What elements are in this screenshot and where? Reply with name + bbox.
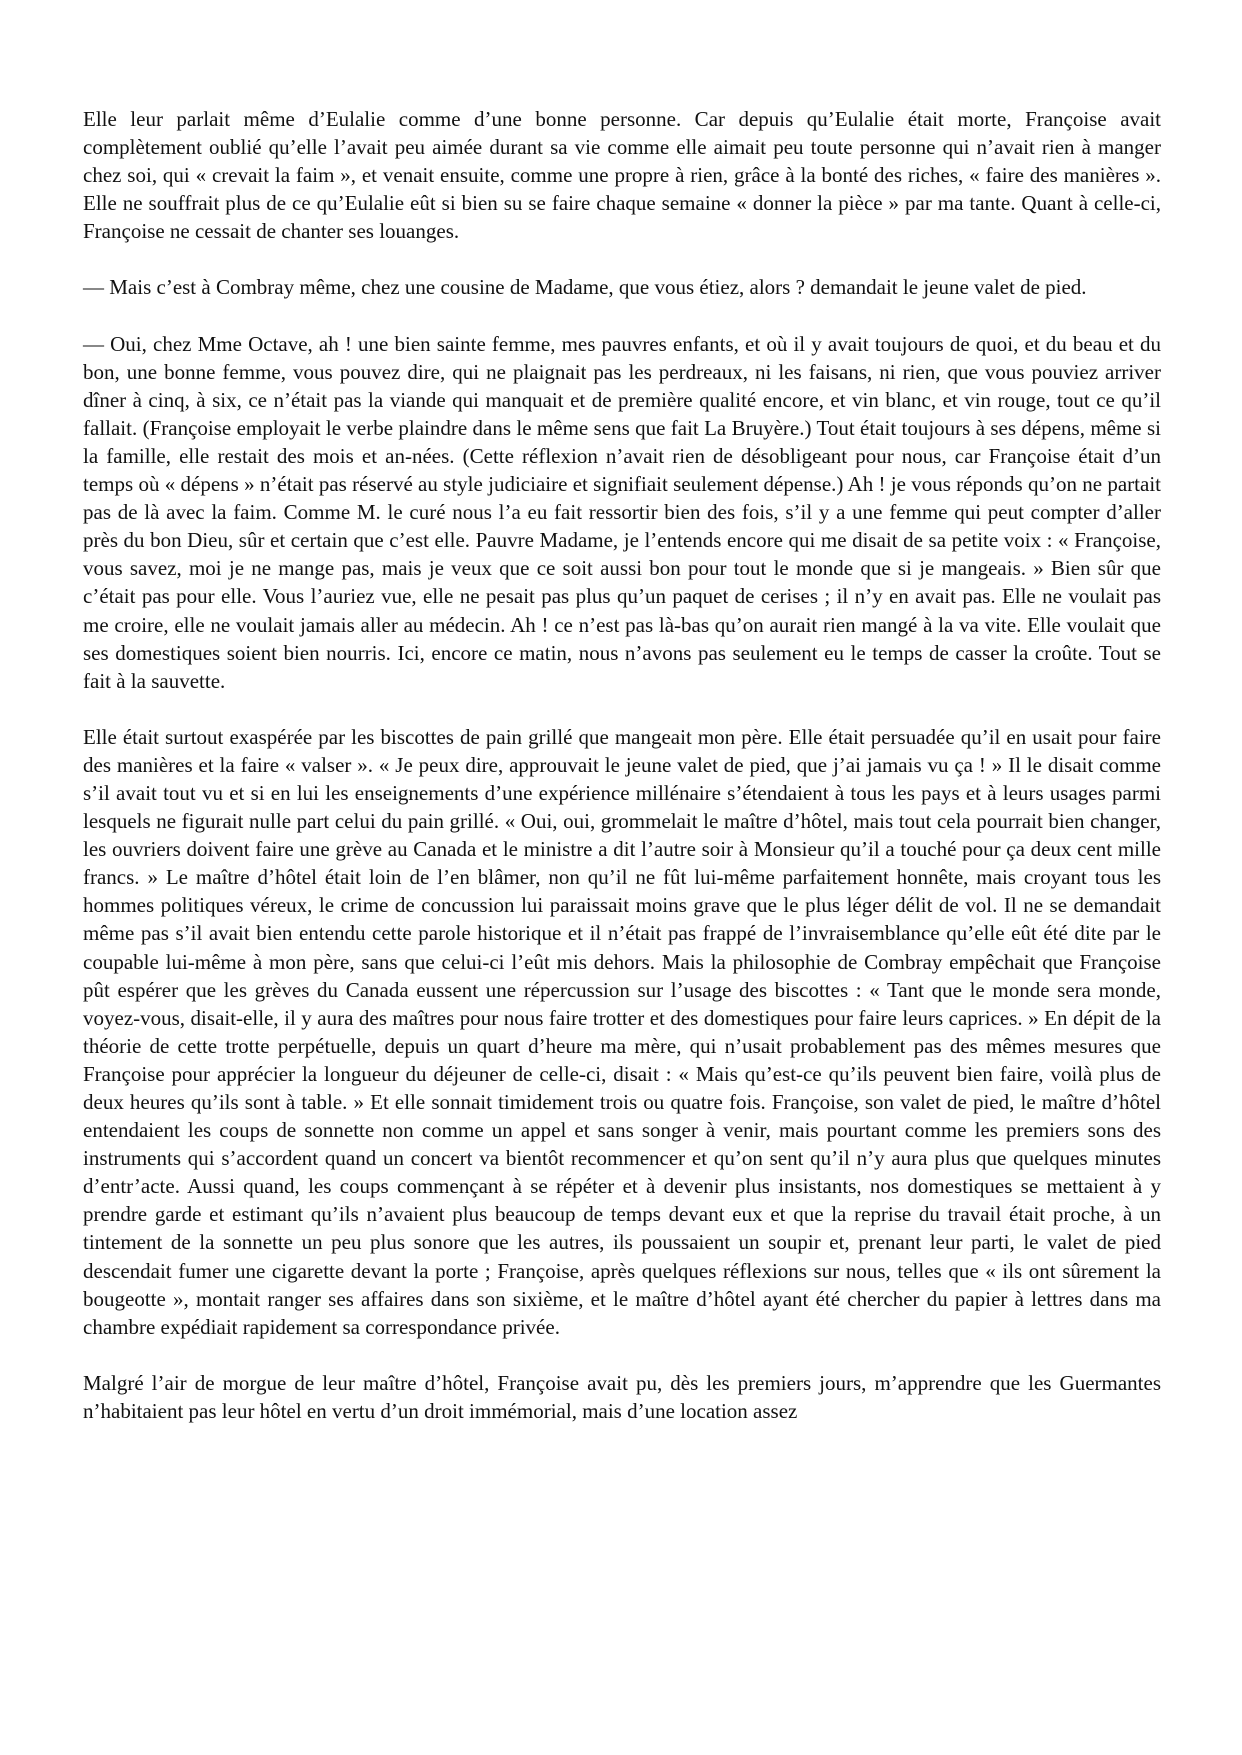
paragraph-valet-question: — Mais c’est à Combray même, chez une cousine de Madame, que vous étiez, alors ? demandait le jeune valet de pied.: [83, 275, 1087, 300]
document-page: [83, 105, 1161, 1425]
paragraph-guermantes: Malgré l’air de morgue de leur maître d’hôtel, Françoise avait pu, dès les premiers jours, m’apprendre que les Guermantes n’habitaient pas leur hôtel en vertu d’un droit immémorial, mais d’une location assez: [83, 1370, 1161, 1423]
paragraph-mme-octave: — Oui, chez Mme Octave, ah ! une bien sainte femme, mes pauvres enfants, et où il y avait toujours de quoi, et du beau et du bon, une bonne femme, vous pouvez dire, qui ne plaignait pas les perdreaux, ni les faisans, ni rien, que vous pouviez arriver dîner à cinq, à six, ce n’était pas la viande qui manquait et de première qualité encore, et vin blanc, et vin rouge, tout ce qu’il fallait. (Françoise employait le verbe plaindre dans le même sens que fait La Bruyère.) Tout était toujours à ses dépens, même si la famille, elle restait des mois et an-nées. (Cette réflexion n’avait rien de désobligeant pour nous, car Françoise était d’un temps où « dépens » n’était pas réservé au style judiciaire et signifiait seulement dépense.) Ah ! je vous réponds qu’on ne partait pas de là avec la faim. Comme M. le curé nous l’a eu fait ressortir bien des fois, s’il y a une femme qui peut compter d’aller près du bon Dieu, sûr et certain que c’est elle. Pauvre Madame, je l’entends encore qui me disait de sa petite voix : « Françoise, vous savez, moi je ne mange pas, mais je veux que ce soit aussi bon pour tout le monde que si je mangeais. » Bien sûr que c’était pas pour elle. Vous l’auriez vue, elle ne pesait pas plus qu’un paquet de cerises ; il n’y en avait pas. Elle ne voulait pas me croire, elle ne voulait jamais aller au médecin. Ah ! ce n’est pas là-bas qu’on aurait rien mangé à la va vite. Elle voulait que ses domestiques soient bien nourris. Ici, encore ce matin, nous n’avons pas seulement eu le temps de casser la croûte. Tout se fait à la sauvette.: [83, 331, 1161, 693]
paragraph-biscottes: Elle était surtout exaspérée par les biscottes de pain grillé que mangeait mon père. Elle était persuadée qu’il en usait pour faire des manières et la faire « valser ». « Je peux dire, approuvait le jeune valet de pied, que j’ai jamais vu ça ! » Il le disait comme s’il avait tout vu et si en lui les enseignements d’une expérience millénaire s’étendaient à tous les pays et à leurs usages parmi lesquels ne figurait nulle part celui du pain grillé. « Oui, oui, grommelait le maître d’hôtel, mais tout cela pourrait bien changer, les ouvriers doivent faire une grève au Canada et le ministre a dit l’autre soir à Monsieur qu’il a touché pour ça deux cent mille francs. » Le maître d’hôtel était loin de l’en blâmer, non qu’il ne fût lui-même parfaitement honnête, mais croyant tous les hommes politiques véreux, le crime de concussion lui paraissait moins grave que le plus léger délit de vol. Il ne se demandait même pas s’il avait bien entendu cette parole historique et il n’était pas frappé de l’invraisemblance qu’elle eût été dite par le coupable lui-même à mon père, sans que celui-ci l’eût mis dehors. Mais la philosophie de Combray empêchait que Françoise pût espérer que les grèves du Canada eussent une répercussion sur l’usage des biscottes : « Tant que le monde sera monde, voyez-vous, disait-elle, il y aura des maîtres pour nous faire trotter et des domestiques pour faire leurs caprices. » En dépit de la théorie de cette trotte perpétuelle, depuis un quart d’heure ma mère, qui n’usait probablement pas des mêmes mesures que Françoise pour apprécier la longueur du déjeuner de celle-ci, disait : « Mais qu’est-ce qu’ils peuvent bien faire, voilà plus de deux heures qu’ils sont à table. » Et elle sonnait timidement trois ou quatre fois. Françoise, son valet de pied, le maître d’hôtel entendaient les coups de sonnette non comme un appel et sans songer à venir, mais pourtant comme les premiers sons des instruments qui s’accordent quand un concert va bientôt recommencer et qu’on sent qu’il n’y aura plus que quelques minutes d’entr’acte. Aussi quand, les coups commençant à se répéter et à devenir plus insistants, nos domestiques se mettaient à y prendre garde et estimant qu’ils n’avaient plus beaucoup de temps devant eux et que la reprise du travail était proche, à un tintement de la sonnette un peu plus sonore que les autres, ils poussaient un soupir et, prenant leur parti, le valet de pied descendait fumer une cigarette devant la porte ; Françoise, après quelques réflexions sur nous, telles que « ils ont sûrement la bougeotte », montait ranger ses affaires dans son sixième, et le maître d’hôtel ayant été chercher du papier à lettres dans ma chambre expédiait rapidement sa correspondance privée.: [83, 724, 1161, 1339]
paragraph-eulalie: Elle leur parlait même d’Eulalie comme d’une bonne personne. Car depuis qu’Eulalie était morte, Françoise avait complètement oublié qu’elle l’avait peu aimée durant sa vie comme elle aimait peu toute personne qui n’avait rien à manger chez soi, qui « crevait la faim », et venait ensuite, comme une propre à rien, grâce à la bonté des riches, « faire des manières ». Elle ne souffrait plus de ce qu’Eulalie eût si bien su se faire chaque semaine « donner la pièce » par ma tante. Quant à celle-ci, Françoise ne cessait de chanter ses louanges.: [83, 107, 1161, 244]
